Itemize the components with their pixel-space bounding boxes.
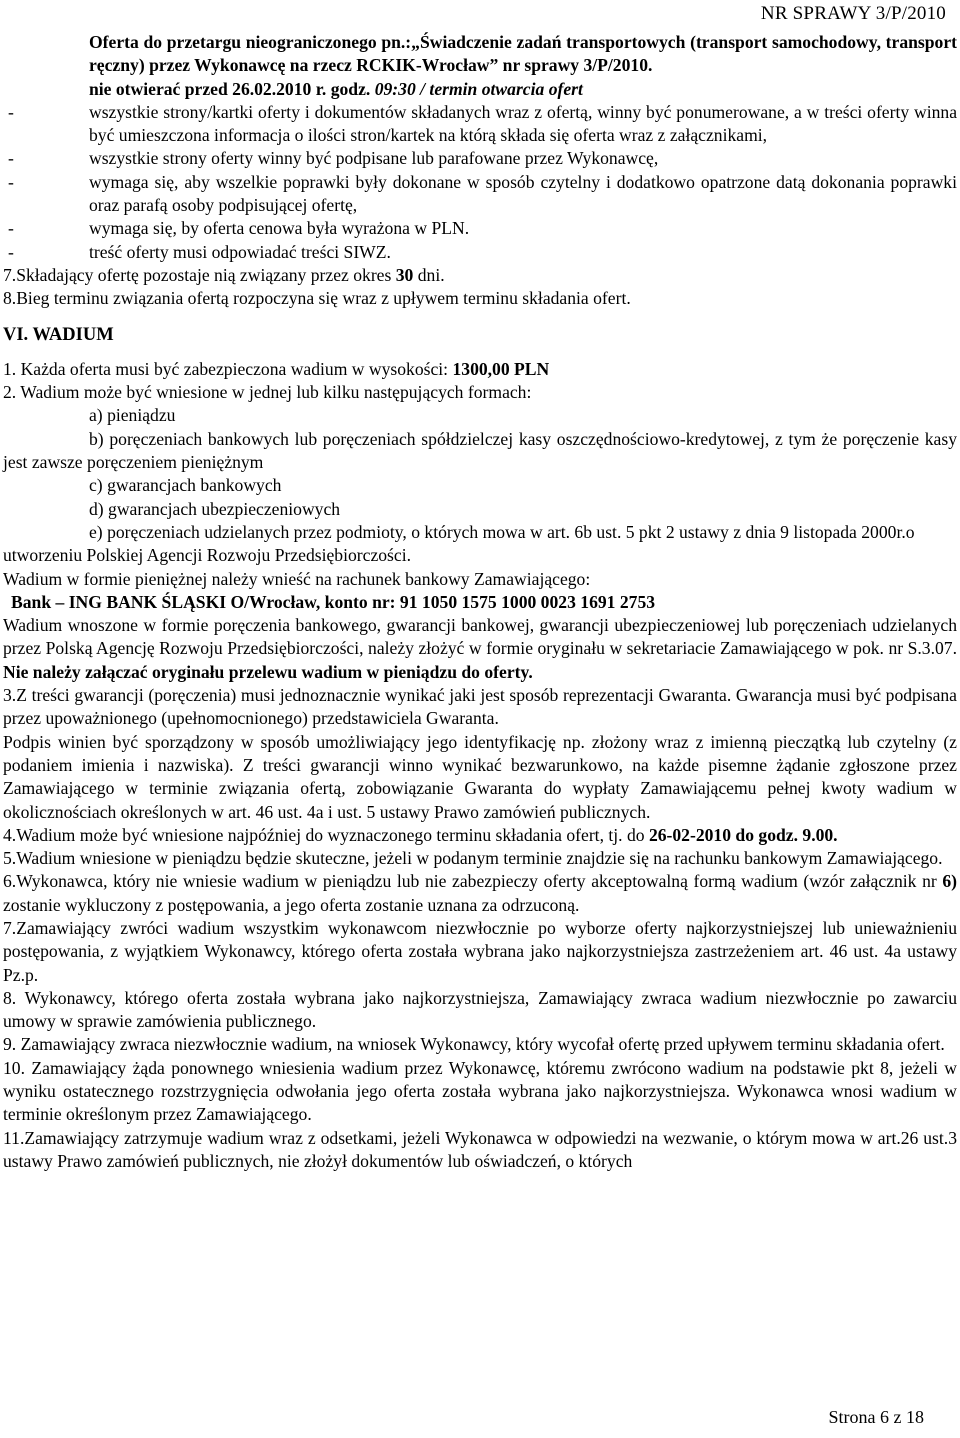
- wadium-4: 4.Wadium może być wniesione najpóźniej do wyznaczonego terminu składania ofert, tj. do 26-02-2010 do godz. 9.00.: [3, 824, 838, 845]
- requirement-text: treść oferty musi odpowiadać treści SIWZ.: [89, 241, 391, 262]
- offer-title: Oferta do przetargu nieograniczonego pn.:„Świadczenie zadań transportowych (transport samochodowy, transport ręczny) przez Wykonawcę na rzecz RCKIK-Wrocław” nr sprawy 3/P/2010.: [89, 32, 957, 76]
- form-c: c) gwarancjach bankowych: [89, 475, 282, 496]
- wadium-2-intro: 2. Wadium może być wniesione w jednej lub kilku następujących formach:: [3, 382, 532, 403]
- document-header: NR SPRAWY 3/P/2010: [760, 3, 946, 24]
- wadium-3-signature: Podpis winien być sporządzony w sposób umożliwiający jego identyfikację np. złożony wraz z imienną pieczątką lub czytelny (z podaniem imienia i nazwiska). Z treści gwarancji winno wynikać bezwarunkowo, na każde pisemne żądanie zgłoszone przez Zamawiającego w terminie związania ofertą, zobowiązanie Gwaranta do wypłaty Zamawiającemu pełnej kwoty wadium w okolicznościach określonych w art. 46 ust. 4a i ust. 5 ustawy Prawo zamówień publicznych.: [3, 731, 957, 822]
- section-title-wadium: VI. WADIUM: [3, 324, 114, 345]
- wadium-3: 3.Z treści gwarancji (poręczenia) musi jednoznacznie wynikać jaki jest sposób reprezentacji Gwaranta. Gwarancja musi być podpisana przez upoważnionego (upełnomocnionego) przedstawiciela Gwaranta.: [3, 685, 957, 729]
- wadium-6: 6.Wykonawca, który nie wniesie wadium w pieniądzu lub nie zabezpieczy oferty akceptowalną formą wadium (wzór załącznik nr 6) zostanie wykluczony z postępowania, a jego oferta zostanie uznana za odrzuconą.: [3, 871, 957, 915]
- wadium-other-forms: Wadium wnoszone w formie poręczenia bankowego, gwarancji bankowej, gwarancji ubezpieczeniowej lub poręczeniach udzielanych przez Polską Agencję Rozwoju Przedsiębiorczości, należy złożyć w formie oryginału w sekretariacie Zamawiającego w pok. nr S.3.07. Nie należy załączać oryginału przelewu wadium w pieniądzu do oferty.: [3, 615, 957, 682]
- requirement-item: - wymaga się, by oferta cenowa była wyrażona w PLN.: [8, 218, 470, 239]
- wadium-7: 7.Zamawiający zwróci wadium wszystkim wykonawcom niezwłocznie po wyborze oferty najkorzystniejszej lub unieważnieniu postępowania, z wyjątkiem Wykonawcy, którego oferta została wybrana jako najkorzystniejsza zastrzeżeniem art. 46 ust. 4a ustawy Pz.p.: [3, 917, 957, 985]
- wadium-5: 5.Wadium wniesione w pieniądzu będzie skuteczne, jeżeli w podanym terminie znajdzie się na rachunku bankowym Zamawiającego.: [3, 848, 943, 869]
- bank-account: Bank – ING BANK ŚLĄSKI O/Wrocław, konto nr: 91 1050 1575 1000 0023 1691 2753: [11, 591, 656, 612]
- requirement-text: wszystkie strony/kartki oferty i dokumentów składanych wraz z ofertą, winny być ponumerowane, a w treści oferty winna być umieszczona informacja o ilości stron/kartek na którą składa się oferta wraz z załącznikami,: [89, 101, 957, 146]
- do-not-open-date: nie otwierać przed 26.02.2010 r. godz.: [89, 78, 371, 99]
- opening-time: 09:30 / termin otwarcia ofert: [374, 78, 583, 99]
- account-intro: Wadium w formie pieniężnej należy wnieść na rachunek bankowy Zamawiającego:: [3, 568, 591, 589]
- wadium-8: 8. Wykonawcy, którego oferta została wybrana jako najkorzystniejsza, Zamawiający zwraca wadium niezwłocznie po zawarciu umowy w sprawie zamówienia publicznego.: [3, 987, 957, 1032]
- page-number: Strona 6 z 18: [828, 1407, 924, 1427]
- form-e: e) poręczeniach udzielanych przez podmioty, o których mowa w art. 6b ust. 5 pkt 2 ustawy z dnia 9 listopada 2000r.o utworzeniu Polskiej Agencji Rozwoju Przedsiębiorczości.: [3, 521, 915, 566]
- item-7: 7.Składający ofertę pozostaje nią związany przez okres 30 dni.: [3, 264, 445, 285]
- requirement-item: - treść oferty musi odpowiadać treści SIWZ.: [8, 241, 391, 262]
- form-a: a) pieniądzu: [89, 405, 176, 426]
- do-not-open-line: [3, 78, 957, 101]
- requirement-text: wymaga się, by oferta cenowa była wyrażona w PLN.: [89, 218, 470, 239]
- requirement-item: - wszystkie strony/kartki oferty i dokumentów składanych wraz z ofertą, winny być ponumerowane, a w treści oferty winna być umieszczona informacja o ilości stron/kartek na którą składa się oferta wraz z załącznikami,: [8, 101, 957, 146]
- requirement-item: - wymaga się, aby wszelkie poprawki były dokonane w sposób czytelny i dodatkowo opatrzone datą dokonania poprawki oraz parafą osoby podpisującej ofertę,: [8, 171, 957, 216]
- document-body: [3, 31, 957, 1173]
- form-b: b) poręczeniach bankowych lub poręczeniach spółdzielczej kasy oszczędnościowo-kredytowej, z tym że poręczenie kasy jest zawsze poręczeniem pieniężnym: [3, 428, 957, 473]
- requirement-text: wszystkie strony oferty winny być podpisane lub parafowane przez Wykonawcę,: [89, 148, 659, 169]
- form-d: d) gwarancjach ubezpieczeniowych: [89, 498, 341, 519]
- wadium-1: 1. Każda oferta musi być zabezpieczona wadium w wysokości: 1300,00 PLN: [3, 358, 550, 379]
- wadium-10: 10. Zamawiający żąda ponownego wniesienia wadium przez Wykonawcę, któremu zwrócono wadium na podstawie pkt 8, jeżeli w wyniku ostatecznego rozstrzygnięcia odwołania jego oferta została wybrana jako najkorzystniejsza. Wykonawca wnosi wadium w terminie określonym przez Zamawiającego.: [3, 1057, 957, 1125]
- wadium-11: 11.Zamawiający zatrzymuje wadium wraz z odsetkami, jeżeli Wykonawca w odpowiedzi na wezwanie, o którym mowa w art.26 ust.3 ustawy Prawo zamówień publicznych, nie złożył dokumentów lub oświadczeń, o których: [3, 1127, 957, 1171]
- requirement-text: wymaga się, aby wszelkie poprawki były dokonane w sposób czytelny i dodatkowo opatrzone datą dokonania poprawki oraz parafą osoby podpisującej ofertę,: [89, 171, 957, 216]
- wadium-9: 9. Zamawiający zwraca niezwłocznie wadium, na wniosek Wykonawcy, który wycofał ofertę przed upływem terminu składania ofert.: [3, 1034, 945, 1055]
- item-8: 8.Bieg terminu związania ofertą rozpoczyna się wraz z upływem terminu składania ofert.: [3, 288, 631, 309]
- requirement-item: - wszystkie strony oferty winny być podpisane lub parafowane przez Wykonawcę,: [8, 148, 659, 169]
